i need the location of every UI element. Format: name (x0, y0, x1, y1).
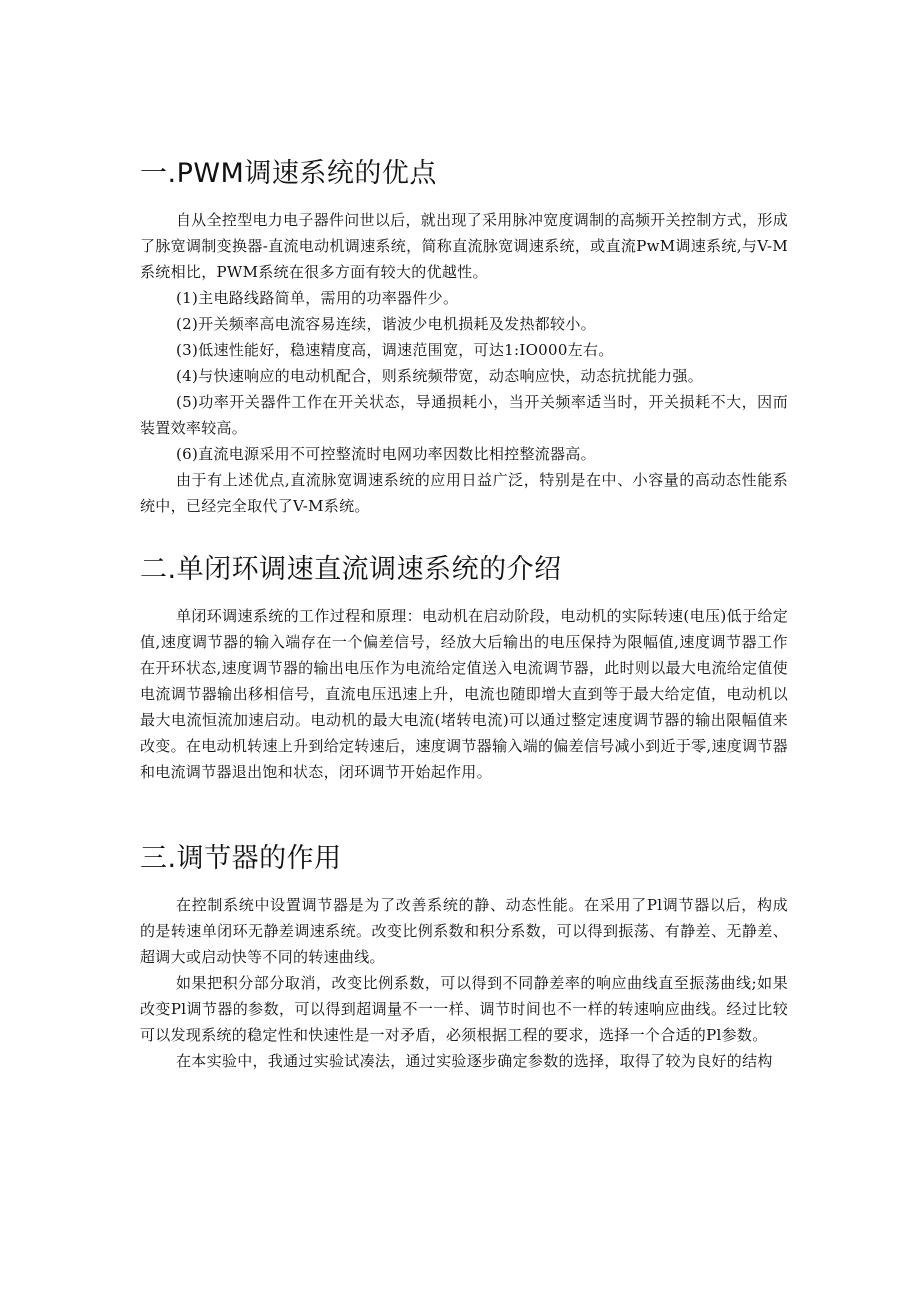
paragraph: 如果把积分部分取消，改变比例系数，可以得到不同静差率的响应曲线直至振荡曲线;如果改变Pl调节器的参数，可以得到超调量不一一样、调节时间也不一样的转速响应曲线。经过比较可以发现系统的稳定性和快速性是一对矛盾，必须根据工程的要求，选择一个合适的Pl参数。 (140, 974, 788, 1044)
section-single-loop-intro (140, 553, 788, 785)
paragraph: 单闭环调速系统的工作过程和原理：电动机在启动阶段，电动机的实际转速(电压)低于给定值,速度调节器的输入端存在一个偏差信号，经放大后输出的电压保持为限幅值,速度调节器工作在开环状态,速度调节器的输出电压作为电流给定值送入电流调节器，此时则以最大电流给定值使电流调节器输出移相信号，直流电压迅速上升，电流也随即增大直到等于最大给定值，电动机以最大电流恒流加速启动。电动机的最大电流(堵转电流)可以通过整定速度调节器的输出限幅值来改变。在电动机转速上升到给定转速后，速度调节器输入端的偏差信号减小到近于零,速度调节器和电流调节器退出饱和状态，闭环调节开始起作用。 (140, 607, 788, 781)
section-heading: 一.PWM调速系统的优点 (140, 158, 437, 189)
section-heading: 三.调节器的作用 (140, 843, 342, 874)
section-pwm-advantages (140, 157, 788, 519)
paragraph: (2)开关频率高电流容易连续，谐波少电机损耗及发热都较小。 (176, 315, 596, 333)
paragraph: (4)与快速响应的电动机配合，则系统频带宽，动态响应快，动态抗扰能力强。 (176, 367, 704, 385)
section-body (140, 207, 788, 519)
paragraph: (5)功率开关器件工作在开关状态，导通损耗小，当开关频率适当时，开关损耗不大，因而装置效率较高。 (140, 393, 788, 437)
section-heading: 二.单闭环调速直流调速系统的介绍 (140, 554, 562, 585)
paragraph: 在本实验中，我通过实验试凑法，通过实验逐步确定参数的选择，取得了较为良好的结构 (176, 1052, 773, 1070)
paragraph: (1)主电路线路简单，需用的功率器件少。 (176, 289, 459, 307)
paragraph: (3)低速性能好，稳速精度高，调速范围宽，可达1:IO000左右。 (176, 341, 614, 359)
paragraph: (6)直流电源采用不可控整流时电网功率因数比相控整流器高。 (176, 445, 596, 463)
section-body (140, 603, 788, 785)
paragraph: 由于有上述优点,直流脉宽调速系统的应用日益广泛，特别是在中、小容量的高动态性能系统中，已经完全取代了V-M系统。 (140, 471, 788, 515)
paragraph: 自从全控型电力电子器件问世以后，就出现了采用脉冲宽度调制的高频开关控制方式，形成了脉宽调制变换器-直流电动机调速系统，简称直流脉宽调速系统，或直流PwM调速系统,与V-M系统相比，PWM系统在很多方面有较大的优越性。 (140, 211, 789, 281)
section-regulator-role (140, 842, 788, 1074)
paragraph: 在控制系统中设置调节器是为了改善系统的静、动态性能。在采用了Pl调节器以后，构成的是转速单闭环无静差调速系统。改变比例系数和积分系数，可以得到振荡、有静差、无静差、超调大或启动快等不同的转速曲线。 (140, 896, 788, 966)
section-body (140, 892, 788, 1074)
